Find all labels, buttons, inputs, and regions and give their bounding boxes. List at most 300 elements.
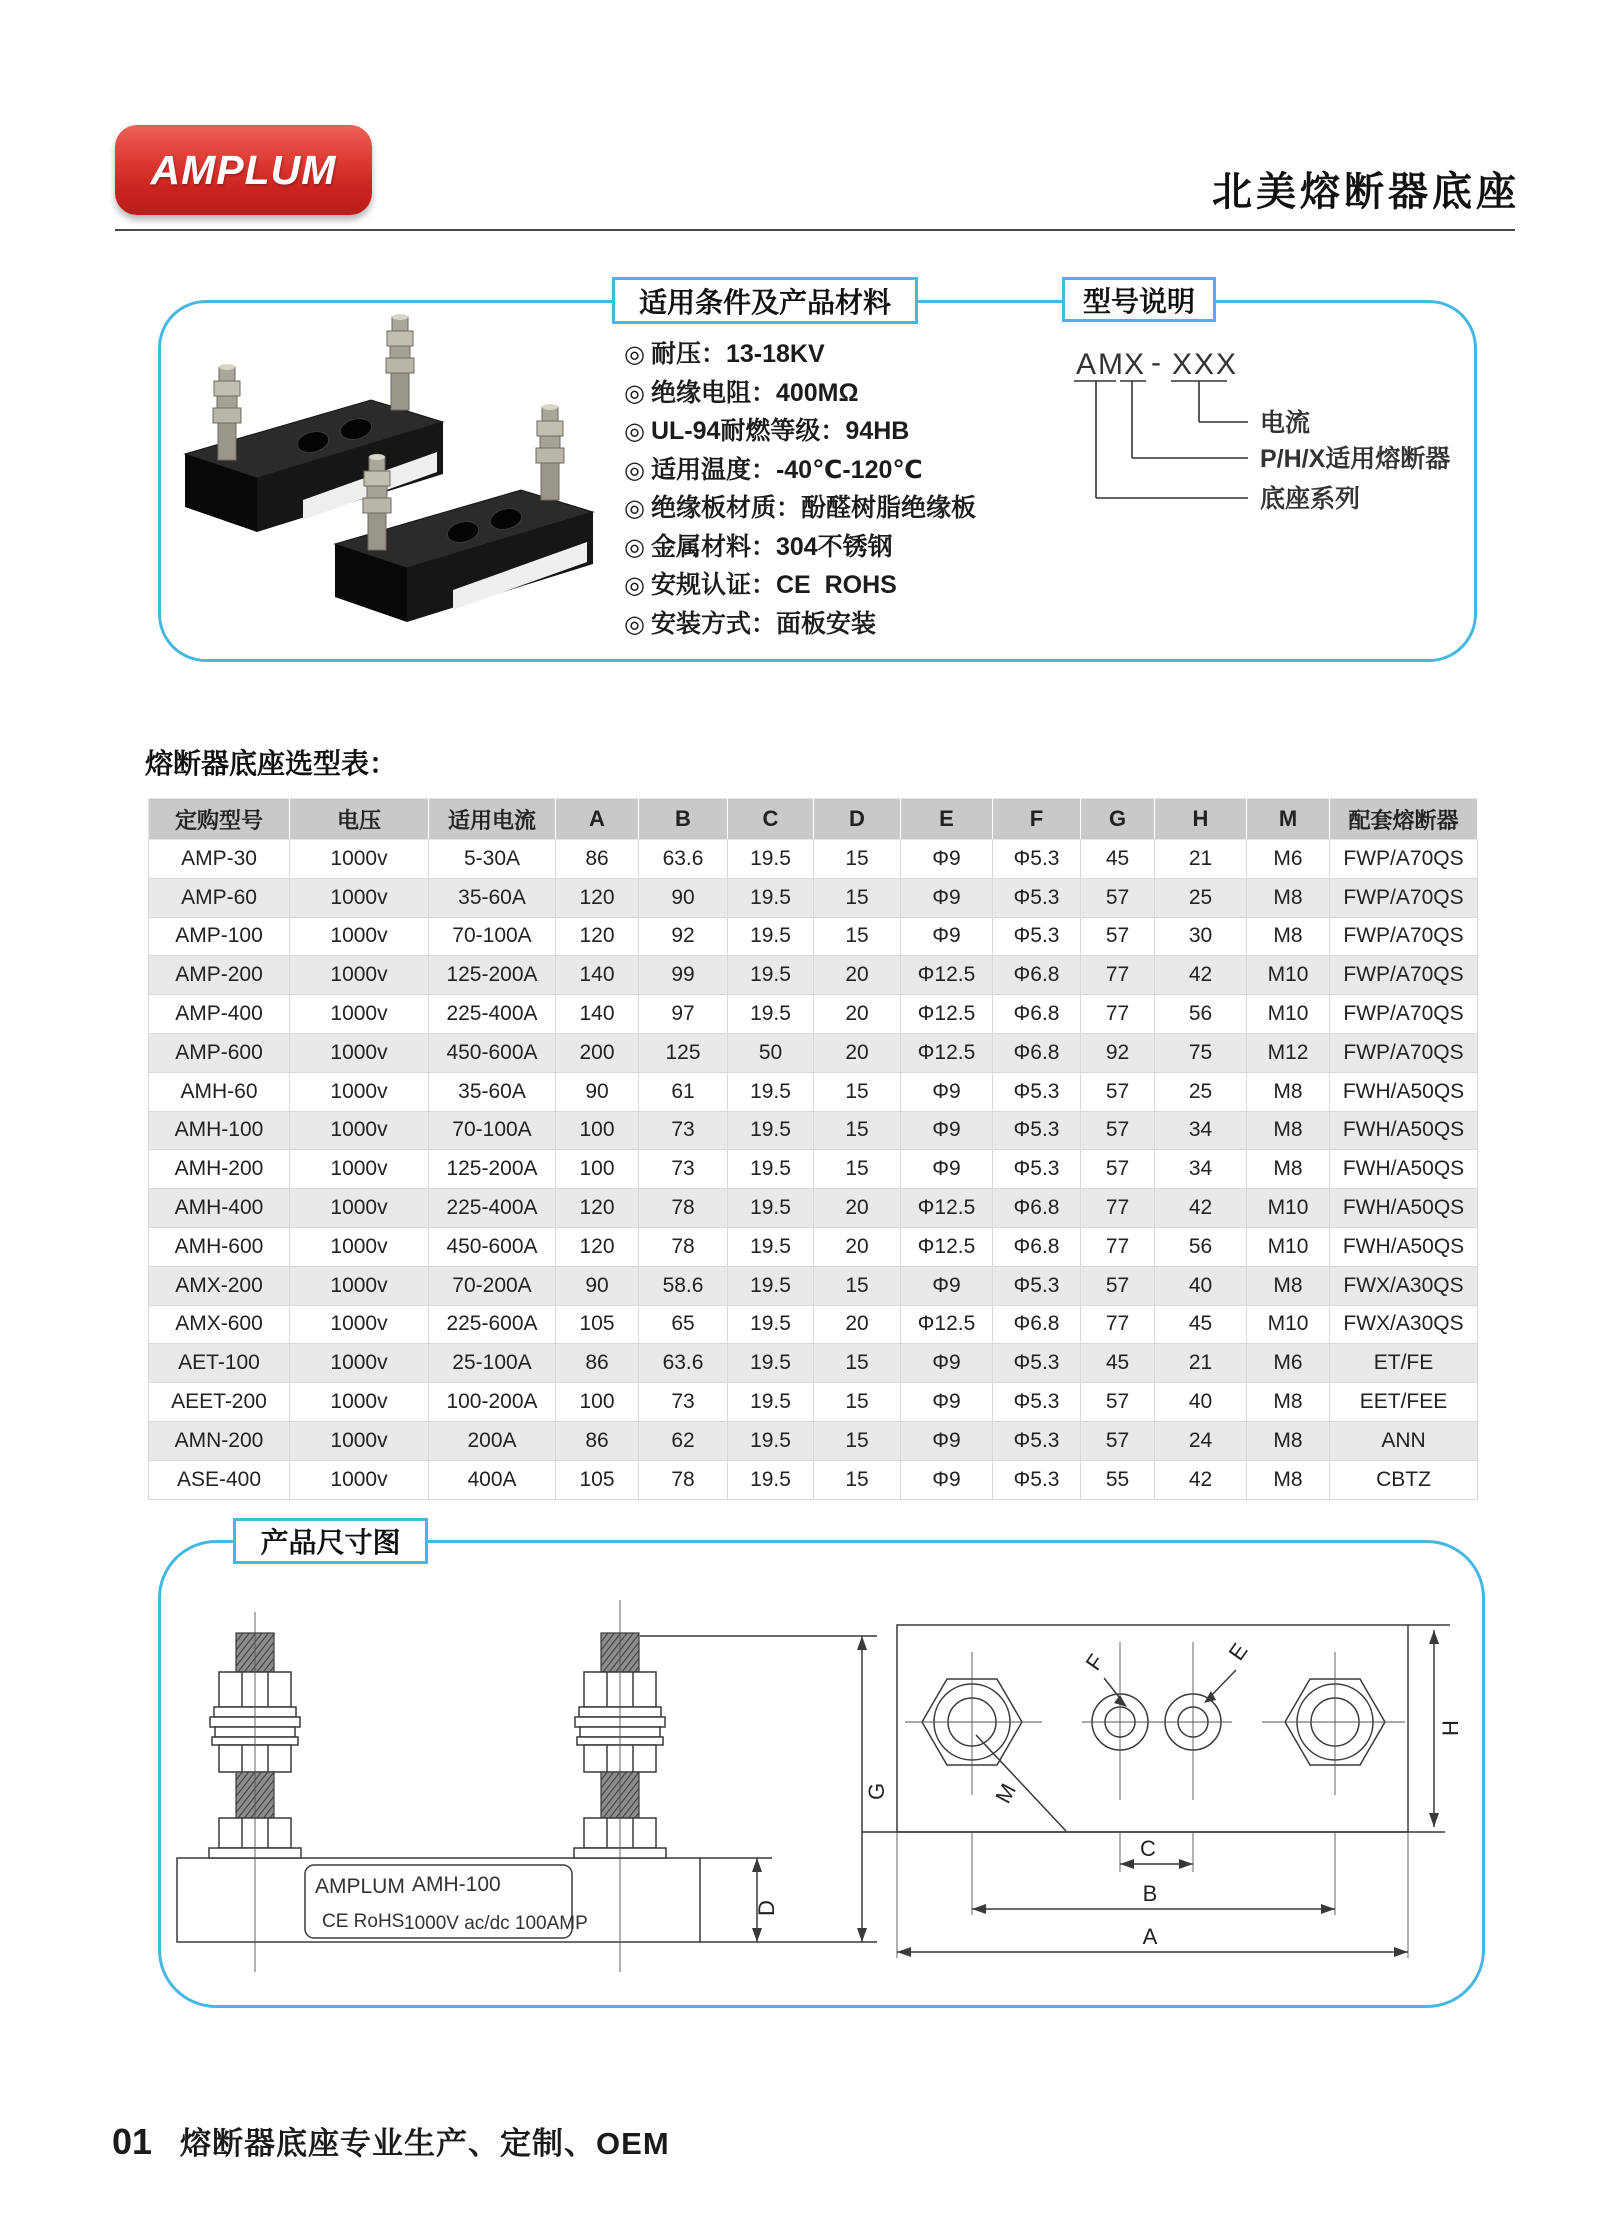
table-cell: FWP/A70QS [1330,1033,1478,1072]
table-cell: 45 [1081,840,1155,879]
table-cell: Φ5.3 [993,1266,1081,1305]
table-cell: Φ12.5 [901,1305,993,1344]
table-cell: 50 [728,1033,814,1072]
table-cell: 19.5 [728,1111,814,1150]
table-cell: Φ9 [901,878,993,917]
table-cell: M8 [1247,1383,1330,1422]
table-cell: 15 [814,1383,901,1422]
table-cell: 450-600A [429,1227,556,1266]
table-cell: 57 [1081,1383,1155,1422]
table-row [149,1305,1478,1344]
table-row [149,1383,1478,1422]
page-footer [112,2118,670,2163]
condition-item [624,411,976,450]
bullet-icon: ◎ [624,456,645,484]
table-cell: 1000v [290,956,429,995]
table-cell: Φ9 [901,1266,993,1305]
table-cell: 19.5 [728,840,814,879]
table-cell: 90 [639,878,728,917]
table-cell: 25 [1155,878,1247,917]
table-cell: ET/FE [1330,1344,1478,1383]
table-cell: 56 [1155,1227,1247,1266]
condition-text: 耐压：13-18KV [650,340,825,368]
condition-item [624,334,976,373]
model-code-dash: - [1151,346,1163,379]
table-cell: Φ6.8 [993,1305,1081,1344]
table-cell: 61 [639,1072,728,1111]
table-row [149,1460,1478,1499]
table-cell: 78 [639,1189,728,1228]
table-cell: 100 [556,1150,639,1189]
table-cell: 45 [1155,1305,1247,1344]
table-cell: Φ6.8 [993,1033,1081,1072]
table-cell: 15 [814,878,901,917]
table-cell: 1000v [290,1189,429,1228]
table-cell: 57 [1081,1111,1155,1150]
table-cell: 15 [814,1150,901,1189]
table-cell: 78 [639,1227,728,1266]
brand-logo [115,125,372,215]
table-cell: FWH/A50QS [1330,1072,1478,1111]
table-cell: 70-200A [429,1266,556,1305]
table-cell: 1000v [290,1266,429,1305]
bullet-icon: ◎ [624,610,645,638]
table-cell: 77 [1081,995,1155,1034]
table-cell: Φ12.5 [901,1189,993,1228]
table-cell: 120 [556,917,639,956]
table-cell: Φ6.8 [993,1189,1081,1228]
header-cell: F [993,799,1081,840]
table-cell: M8 [1247,1266,1330,1305]
table-cell: FWX/A30QS [1330,1266,1478,1305]
condition-text: 安规认证：CE ROHS [650,571,897,599]
table-cell: 125-200A [429,956,556,995]
table-cell: 140 [556,956,639,995]
header-cell: 定购型号 [149,799,290,840]
table-cell: M10 [1247,956,1330,995]
front-view-drawing [177,1600,889,1972]
table-cell: 24 [1155,1421,1247,1460]
table-cell: 45 [1081,1344,1155,1383]
header-cell: D [814,799,901,840]
bullet-icon: ◎ [624,418,645,445]
drawing-label-rating: 1000V ac/dc 100AMP [404,1913,588,1934]
table-cell: AMP-30 [149,840,290,879]
model-label-current: 电流 [1260,409,1311,437]
table-cell: 56 [1155,995,1247,1034]
header-cell: 电压 [290,799,429,840]
header-cell: E [901,799,993,840]
table-cell: 1000v [290,840,429,879]
table-cell: 1000v [290,1421,429,1460]
table-cell: Φ12.5 [901,956,993,995]
table-cell: FWH/A50QS [1330,1227,1478,1266]
condition-item [624,373,976,412]
table-cell: 125-200A [429,1150,556,1189]
drawing-label-brand: AMPLUM [315,1875,405,1898]
table-cell: 20 [814,1189,901,1228]
model-label-fuse-type: P/H/X适用熔断器 [1260,445,1451,473]
dimension-drawing [158,1560,1485,2008]
drawing-label-model: AMH-100 [412,1873,501,1896]
table-cell: 42 [1155,1460,1247,1499]
table-cell: 19.5 [728,1305,814,1344]
model-panel-title: 型号说明 [1062,277,1216,322]
table-row [149,840,1478,879]
table-cell: 19.5 [728,1344,814,1383]
condition-text: 绝缘电阻：400MΩ [650,378,859,407]
table-cell: Φ12.5 [901,995,993,1034]
table-cell: 86 [556,840,639,879]
header-cell: C [728,799,814,840]
table-cell: FWH/A50QS [1330,1150,1478,1189]
table-cell: Φ9 [901,1421,993,1460]
dim-label-g: G [864,1782,889,1800]
table-cell: 20 [814,1033,901,1072]
table-cell: Φ5.3 [993,1344,1081,1383]
table-cell: 1000v [290,878,429,917]
table-cell: 20 [814,956,901,995]
table-cell: 34 [1155,1111,1247,1150]
table-cell: 15 [814,1344,901,1383]
table-cell: Φ5.3 [993,917,1081,956]
header-cell: B [639,799,728,840]
model-code-x: X [1124,348,1147,381]
table-cell: 55 [1081,1460,1155,1499]
table-cell: 40 [1155,1383,1247,1422]
table-cell: 19.5 [728,956,814,995]
table-cell: 15 [814,917,901,956]
table-cell: 73 [639,1111,728,1150]
table-cell: 15 [814,1072,901,1111]
table-cell: Φ5.3 [993,878,1081,917]
table-cell: 19.5 [728,917,814,956]
table-cell: 92 [639,917,728,956]
table-cell: 57 [1081,917,1155,956]
table-cell: 105 [556,1305,639,1344]
table-cell: AMH-100 [149,1111,290,1150]
table-cell: M10 [1247,995,1330,1034]
table-cell: AMX-600 [149,1305,290,1344]
condition-item [624,488,976,527]
table-cell: Φ5.3 [993,1111,1081,1150]
product-photo [175,316,595,652]
table-cell: 1000v [290,995,429,1034]
model-code-diagram [1040,330,1477,520]
table-cell: 62 [639,1421,728,1460]
condition-text: 绝缘板材质：酚醛树脂绝缘板 [650,494,976,522]
table-cell: 15 [814,1421,901,1460]
table-cell: 21 [1155,840,1247,879]
table-cell: 75 [1155,1033,1247,1072]
table-cell: 19.5 [728,1072,814,1111]
table-cell: Φ6.8 [993,956,1081,995]
table-row [149,995,1478,1034]
fuse-base-photo-left [185,314,443,532]
table-cell: 57 [1081,1150,1155,1189]
table-cell: 15 [814,1266,901,1305]
bullet-icon: ◎ [624,341,645,368]
table-cell: 120 [556,1189,639,1228]
table-cell: 70-100A [429,917,556,956]
table-cell: FWP/A70QS [1330,995,1478,1034]
model-code-xxx: XXX [1172,348,1239,381]
table-cell: AMP-60 [149,878,290,917]
table-cell: Φ12.5 [901,1033,993,1072]
table-cell: AMH-600 [149,1227,290,1266]
drawing-label-cert: CE RoHS [322,1911,405,1932]
table-cell: 200 [556,1033,639,1072]
table-cell: Φ9 [901,1072,993,1111]
table-cell: 1000v [290,1111,429,1150]
top-view-drawing [862,1625,1463,1958]
footer-tagline: 熔断器底座专业生产、定制、OEM [180,2126,670,2161]
table-cell: AMP-600 [149,1033,290,1072]
table-cell: Φ9 [901,1383,993,1422]
table-cell: Φ9 [901,1150,993,1189]
table-cell: 77 [1081,956,1155,995]
table-cell: 20 [814,995,901,1034]
table-cell: 225-400A [429,1189,556,1228]
table-cell: 1000v [290,1227,429,1266]
dim-label-h: H [1438,1720,1463,1736]
table-row [149,1344,1478,1383]
header-cell: M [1247,799,1330,840]
condition-text: 金属材料：304不锈钢 [650,532,893,561]
table-cell: 19.5 [728,995,814,1034]
table-cell: 90 [556,1266,639,1305]
table-cell: 19.5 [728,1383,814,1422]
model-code-series: AM [1076,348,1125,381]
table-cell: Φ12.5 [901,1227,993,1266]
table-cell: 450-600A [429,1033,556,1072]
table-cell: 200A [429,1421,556,1460]
header-cell: 适用电流 [429,799,556,840]
table-cell: Φ6.8 [993,995,1081,1034]
table-cell: M12 [1247,1033,1330,1072]
table-cell: 105 [556,1460,639,1499]
table-cell: 15 [814,840,901,879]
table-cell: Φ5.3 [993,1150,1081,1189]
table-cell: 20 [814,1305,901,1344]
table-cell: AMH-400 [149,1189,290,1228]
table-row [149,878,1478,917]
table-cell: 77 [1081,1227,1155,1266]
table-cell: 1000v [290,1460,429,1499]
table-cell: M6 [1247,1344,1330,1383]
table-cell: 99 [639,956,728,995]
bullet-icon: ◎ [624,533,645,561]
table-cell: AMH-60 [149,1072,290,1111]
conditions-list [624,334,976,642]
table-cell: 57 [1081,1072,1155,1111]
page-number: 01 [112,2121,153,2162]
table-cell: Φ5.3 [993,1460,1081,1499]
table-cell: 1000v [290,1150,429,1189]
table-cell: M8 [1247,917,1330,956]
table-cell: 15 [814,1111,901,1150]
condition-item [624,565,976,604]
dim-label-a: A [1142,1924,1158,1949]
bullet-icon: ◎ [624,379,645,407]
conditions-panel-title: 适用条件及产品材料 [612,277,918,324]
dim-label-m: M [990,1779,1022,1808]
table-cell: 86 [556,1344,639,1383]
table-cell: FWP/A70QS [1330,956,1478,995]
table-cell: 140 [556,995,639,1034]
table-cell: Φ5.3 [993,1383,1081,1422]
table-cell: M8 [1247,1072,1330,1111]
table-cell: Φ9 [901,840,993,879]
condition-item [624,527,976,566]
table-cell: M8 [1247,878,1330,917]
table-cell: ANN [1330,1421,1478,1460]
header-divider [115,229,1515,231]
table-cell: 42 [1155,1189,1247,1228]
table-cell: 30 [1155,917,1247,956]
table-cell: 92 [1081,1033,1155,1072]
table-cell: AMN-200 [149,1421,290,1460]
table-cell: 5-30A [429,840,556,879]
table-cell: FWH/A50QS [1330,1111,1478,1150]
condition-text: UL-94耐燃等级：94HB [650,417,910,445]
table-cell: 58.6 [639,1266,728,1305]
table-row [149,956,1478,995]
table-cell: 25 [1155,1072,1247,1111]
table-cell: FWP/A70QS [1330,917,1478,956]
table-cell: 40 [1155,1266,1247,1305]
dimension-panel-title: 产品尺寸图 [233,1518,428,1564]
table-cell: 15 [814,1460,901,1499]
table-cell: 35-60A [429,1072,556,1111]
condition-item [624,450,976,489]
table-cell: 400A [429,1460,556,1499]
table-cell: ASE-400 [149,1460,290,1499]
table-cell: 19.5 [728,1421,814,1460]
table-cell: 1000v [290,1072,429,1111]
page-title: 北美熔断器底座 [1212,170,1520,214]
table-cell: 1000v [290,1344,429,1383]
table-row [149,1033,1478,1072]
table-cell: M10 [1247,1305,1330,1344]
table-cell: AMP-100 [149,917,290,956]
table-cell: 100 [556,1383,639,1422]
table-cell: M8 [1247,1111,1330,1150]
table-cell: 73 [639,1150,728,1189]
table-cell: Φ5.3 [993,1421,1081,1460]
table-cell: 86 [556,1421,639,1460]
table-cell: FWP/A70QS [1330,878,1478,917]
table-cell: 120 [556,1227,639,1266]
table-cell: M10 [1247,1189,1330,1228]
table-cell: 20 [814,1227,901,1266]
table-cell: Φ5.3 [993,1072,1081,1111]
table-cell: 100 [556,1111,639,1150]
table-cell: 19.5 [728,1266,814,1305]
table-cell: Φ5.3 [993,840,1081,879]
table-row [149,1189,1478,1228]
table-cell: 1000v [290,1033,429,1072]
table-cell: M6 [1247,840,1330,879]
table-cell: 63.6 [639,1344,728,1383]
table-cell: 1000v [290,1383,429,1422]
table-cell: 73 [639,1383,728,1422]
bullet-icon: ◎ [624,495,645,522]
table-cell: AEET-200 [149,1383,290,1422]
dim-label-b: B [1142,1881,1158,1906]
table-cell: 19.5 [728,1150,814,1189]
table-cell: Φ9 [901,1111,993,1150]
table-cell: 65 [639,1305,728,1344]
table-cell: 57 [1081,1421,1155,1460]
table-cell: FWH/A50QS [1330,1189,1478,1228]
dim-label-c: C [1140,1836,1156,1861]
table-cell: AMP-400 [149,995,290,1034]
table-cell: 225-600A [429,1305,556,1344]
table-cell: 21 [1155,1344,1247,1383]
dim-label-e: E [1223,1638,1253,1665]
table-cell: FWX/A30QS [1330,1305,1478,1344]
table-cell: 35-60A [429,878,556,917]
table-cell: 1000v [290,1305,429,1344]
bullet-icon: ◎ [624,572,645,599]
condition-text: 安装方式：面板安装 [650,609,876,638]
table-cell: 19.5 [728,1189,814,1228]
table-cell: AET-100 [149,1344,290,1383]
table-cell: 1000v [290,917,429,956]
table-cell: Φ9 [901,1344,993,1383]
table-row [149,1150,1478,1189]
table-cell: 70-100A [429,1111,556,1150]
condition-text: 适用温度：-40℃-120℃ [650,455,923,484]
table-cell: 42 [1155,956,1247,995]
table-cell: 97 [639,995,728,1034]
selection-table [148,798,1478,1500]
table-cell: 19.5 [728,1227,814,1266]
table-cell: FWP/A70QS [1330,840,1478,879]
table-cell: 120 [556,878,639,917]
table-cell: 19.5 [728,1460,814,1499]
table-cell: 63.6 [639,840,728,879]
table-cell: Φ9 [901,1460,993,1499]
table-cell: 78 [639,1460,728,1499]
model-label-series: 底座系列 [1260,485,1361,513]
table-cell: M10 [1247,1227,1330,1266]
table-cell: 90 [556,1072,639,1111]
table-cell: CBTZ [1330,1460,1478,1499]
table-row [149,917,1478,956]
table-row [149,1227,1478,1266]
table-cell: M8 [1247,1421,1330,1460]
table-row [149,1072,1478,1111]
table-cell: 57 [1081,878,1155,917]
table-cell: EET/FEE [1330,1383,1478,1422]
table-cell: AMH-200 [149,1150,290,1189]
table-cell: 25-100A [429,1344,556,1383]
table-cell: M8 [1247,1460,1330,1499]
dim-label-f: F [1080,1649,1109,1675]
table-row [149,1111,1478,1150]
table-cell: 77 [1081,1305,1155,1344]
table-cell: M8 [1247,1150,1330,1189]
table-cell: AMP-200 [149,956,290,995]
table-cell: 34 [1155,1150,1247,1189]
table-cell: AMX-200 [149,1266,290,1305]
table-cell: Φ9 [901,917,993,956]
table-row [149,1266,1478,1305]
table-cell: 100-200A [429,1383,556,1422]
table-cell: 77 [1081,1189,1155,1228]
